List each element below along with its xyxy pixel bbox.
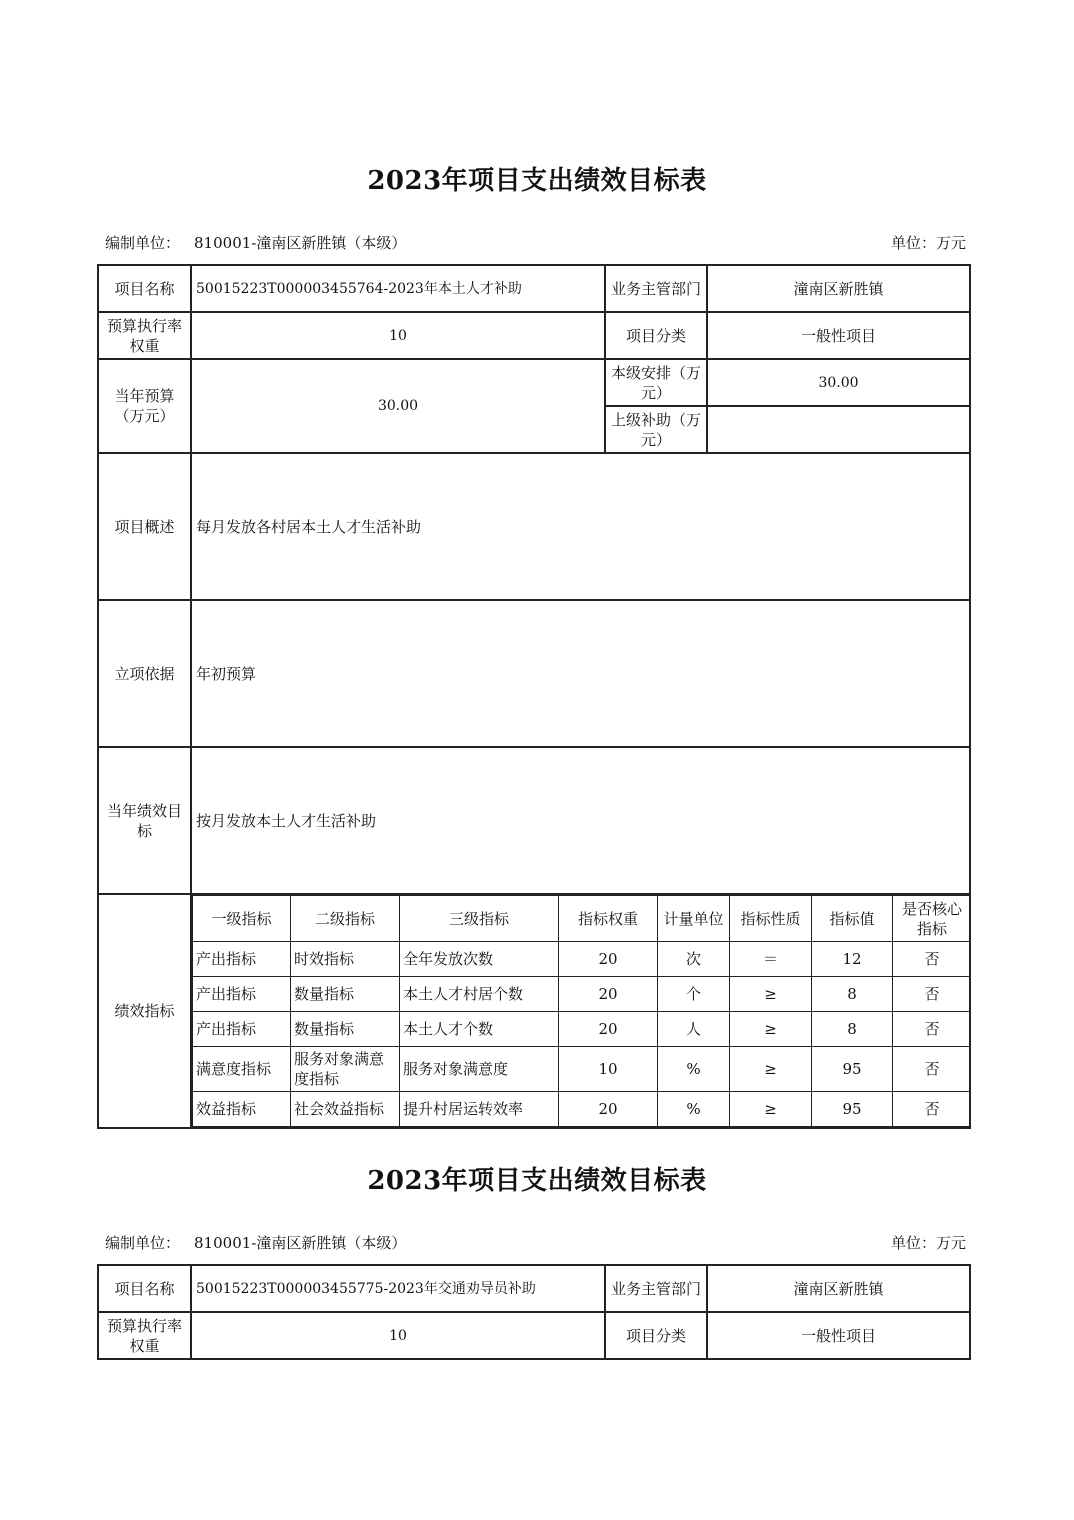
header-unit: 计量单位 (658, 896, 730, 942)
dept-value-2: 潼南区新胜镇 (707, 1265, 970, 1312)
indicator-value: 12 (812, 942, 893, 977)
indicator-weight: 20 (559, 1092, 658, 1127)
header-level3: 三级指标 (400, 896, 559, 942)
indicator-weight: 20 (559, 977, 658, 1012)
category-value-2: 一般性项目 (707, 1312, 970, 1359)
indicator-unit: % (658, 1047, 730, 1092)
org-value: 810001-潼南区新胜镇（本级） (194, 234, 407, 252)
dept-label: 业务主管部门 (605, 265, 707, 312)
header-core: 是否核心指标 (893, 896, 971, 942)
dept-value: 潼南区新胜镇 (707, 265, 970, 312)
indicator-core: 否 (893, 1012, 971, 1047)
indicator-level1: 效益指标 (193, 1092, 291, 1127)
header-value: 指标值 (812, 896, 893, 942)
unit-label: 单位：万元 (890, 234, 966, 252)
indicator-level1: 产出指标 (193, 942, 291, 977)
exec-weight-value: 10 (191, 312, 605, 359)
upper-label: 上级补助（万元） (605, 406, 707, 453)
local-value: 30.00 (707, 359, 970, 406)
indicator-core: 否 (893, 977, 971, 1012)
indicator-nature: ≥ (730, 1092, 812, 1127)
indicator-row (193, 942, 971, 977)
header-nature: 指标性质 (730, 896, 812, 942)
category-label: 项目分类 (605, 312, 707, 359)
indicator-level2: 社会效益指标 (291, 1092, 400, 1127)
project-name-label-2: 项目名称 (98, 1265, 191, 1312)
exec-weight-label: 预算执行率权重 (98, 312, 191, 359)
basis-value: 年初预算 (191, 600, 970, 747)
indicator-level3: 提升村居运转效率 (400, 1092, 559, 1127)
header-level2: 二级指标 (291, 896, 400, 942)
budget-value: 30.00 (191, 359, 605, 453)
overview-label: 项目概述 (98, 453, 191, 600)
indicator-level1: 满意度指标 (193, 1047, 291, 1092)
indicator-weight: 20 (559, 1012, 658, 1047)
page-title-2: 2023年项目支出绩效目标表 (367, 1166, 707, 1196)
indicator-row (193, 1012, 971, 1047)
project-name-value: 50015223T000003455764-2023年本土人才补助 (191, 265, 605, 312)
indicator-weight: 10 (559, 1047, 658, 1092)
indicator-level3: 本土人才个数 (400, 1012, 559, 1047)
indicator-nature: ≥ (730, 1012, 812, 1047)
exec-weight-value-2: 10 (191, 1312, 605, 1359)
indicator-core: 否 (893, 942, 971, 977)
indicator-unit: 个 (658, 977, 730, 1012)
project-name-label: 项目名称 (98, 265, 191, 312)
org-value-2: 810001-潼南区新胜镇（本级） (194, 1234, 407, 1252)
indicator-level1: 产出指标 (193, 1012, 291, 1047)
page-title: 2023年项目支出绩效目标表 (367, 166, 707, 196)
indicator-level2: 数量指标 (291, 977, 400, 1012)
basis-label: 立项依据 (98, 600, 191, 747)
indicator-value: 95 (812, 1092, 893, 1127)
indicator-level3: 服务对象满意度 (400, 1047, 559, 1092)
header-weight: 指标权重 (559, 896, 658, 942)
goal-value: 按月发放本土人才生活补助 (191, 747, 970, 894)
indicator-value: 8 (812, 1012, 893, 1047)
indicator-header-row (193, 896, 971, 942)
performance-table (97, 264, 971, 1129)
indicator-nature: ≥ (730, 977, 812, 1012)
indicator-weight: 20 (559, 942, 658, 977)
budget-label: 当年预算（万元） (98, 359, 191, 453)
indicator-nature: ＝ (730, 942, 812, 977)
upper-value (707, 406, 970, 453)
performance-table-2 (97, 1264, 971, 1360)
indicator-unit: % (658, 1092, 730, 1127)
indicator-level2: 服务对象满意度指标 (291, 1047, 400, 1092)
indicator-row (193, 1047, 971, 1092)
indicator-unit: 人 (658, 1012, 730, 1047)
indicator-level3: 全年发放次数 (400, 942, 559, 977)
goal-label: 当年绩效目标 (98, 747, 191, 894)
indicator-level1: 产出指标 (193, 977, 291, 1012)
header-level1: 一级指标 (193, 896, 291, 942)
indicator-level3: 本土人才村居个数 (400, 977, 559, 1012)
org-info (105, 232, 406, 253)
indicator-core: 否 (893, 1092, 971, 1127)
indicator-level2: 数量指标 (291, 1012, 400, 1047)
indicator-table (192, 895, 970, 1127)
category-value: 一般性项目 (707, 312, 970, 359)
indicator-level2: 时效指标 (291, 942, 400, 977)
unit-label-2: 单位：万元 (890, 1234, 966, 1252)
indicator-unit: 次 (658, 942, 730, 977)
indicator-row (193, 1092, 971, 1127)
indicator-row (193, 977, 971, 1012)
project-name-value-2: 50015223T000003455775-2023年交通劝导员补助 (191, 1265, 605, 1312)
indicator-value: 8 (812, 977, 893, 1012)
category-label-2: 项目分类 (605, 1312, 707, 1359)
overview-value: 每月发放各村居本土人才生活补助 (191, 453, 970, 600)
org-label-2: 编制单位： (105, 1234, 181, 1252)
indicator-nature: ≥ (730, 1047, 812, 1092)
indicator-core: 否 (893, 1047, 971, 1092)
indicators-label: 绩效指标 (98, 894, 191, 1128)
local-label: 本级安排（万元） (605, 359, 707, 406)
indicator-value: 95 (812, 1047, 893, 1092)
dept-label-2: 业务主管部门 (605, 1265, 707, 1312)
org-info-2 (105, 1232, 406, 1253)
org-label: 编制单位： (105, 234, 181, 252)
exec-weight-label-2: 预算执行率权重 (98, 1312, 191, 1359)
